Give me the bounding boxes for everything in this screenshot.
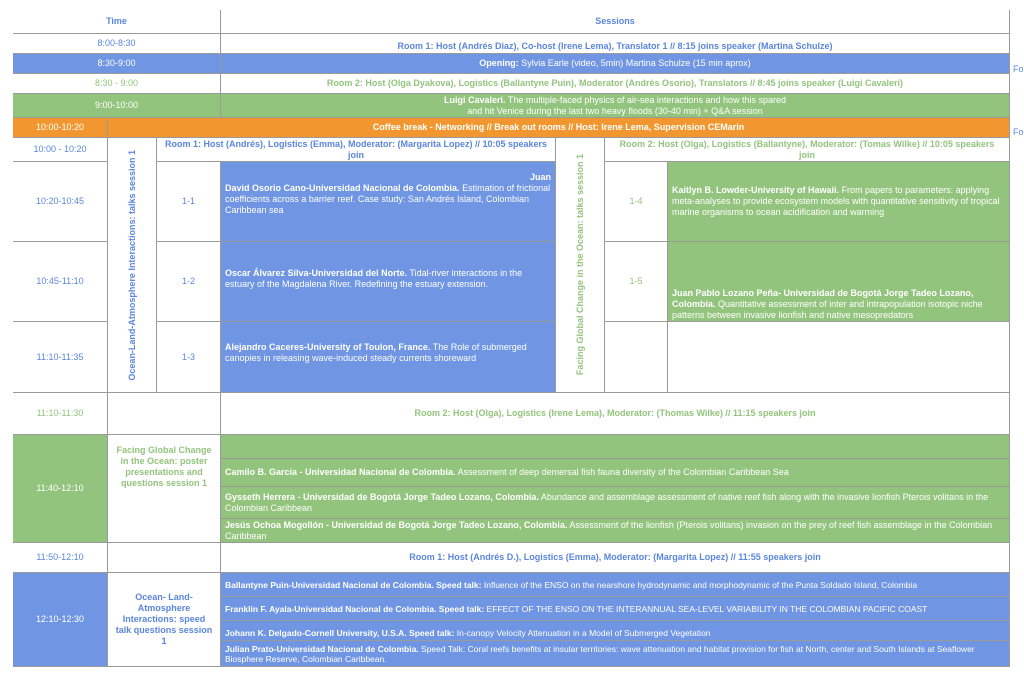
poster-session-label: Facing Global Change in the Ocean: poster presentations and questions session 1 [108,435,221,543]
session-cell[interactable]: Room 1: Host (Andrés Diaz), Co-host (Irene Lema), Translator 1 // 8:15 joins speaker (Martina Schulze) [221,34,1010,54]
speed-talk-cell[interactable] [221,641,1010,667]
edge-fragment: Fo [1013,127,1024,137]
speed-talk-session-label: Ocean- Land- Atmosphere Interactions: speed talk questions session 1 [108,573,221,667]
talk-title: The Role of submerged canopies in releasing wave-induced steady currents shoreward [225,342,527,363]
talk-title: Speed Talk: Coral reefs benefits at insular territories: wave attenuation and habitat provision for fish at North, center and South Islands at Seaflower Biosphere Reserve, Colombian Caribbean. [225,643,975,664]
speaker-name: David Osorio Cano-Universidad Nacional de Colombia. [225,183,460,193]
empty-cell[interactable] [108,393,221,435]
speaker-name: Gysseth Herrera - Universidad de Bogotá Jorge Tadeo Lozano, Colombia. [225,491,539,502]
talk-cell[interactable] [668,242,1010,322]
time-cell[interactable]: 8:00-8:30 [13,34,221,54]
coffee-break-cell[interactable]: Coffee break - Networking // Break out rooms // Host: Irene Lema, Supervision CEMarin [108,118,1010,138]
session-cell[interactable]: Room 2: Host (Olga Dyakova), Logistics (Ballantyne Puin), Moderator (Andrés Osorio), Translators // 8:45 joins speaker (Luigi Cavaleri) [221,74,1010,94]
time-cell[interactable]: 11:10-11:35 [13,322,108,393]
talk-title: Estimation of frictional coefficients across a barrier reef. Case study: San Andrés Island, Colombian Caribbean sea [225,183,551,215]
speaker-name: Juan Pablo Lozano Peña- Universidad de Bogotá Jorge Tadeo Lozano, Colombia. [672,288,974,309]
speaker-name: Camilo B. Garcia - Universidad Nacional de Colombia. [225,467,456,477]
empty-cell[interactable] [108,543,221,573]
talk-title: Quantitative assessment of inter and intrapopulation isotopic niche patterns between invasive lionfish and native mesopredators [672,299,983,320]
edge-fragment: Fo [1013,64,1024,74]
speaker-name: Oscar Álvarez Silva-Universidad del Norte. [225,268,408,278]
talk-cell[interactable] [221,322,556,393]
speed-talk-cell[interactable] [221,621,1010,641]
left-session-label [108,138,157,393]
talk-title: Influence of the ENSO on the nearshore hydrodynamic and morphodynamic of the Punta Soldado Island, Colombia [483,579,918,590]
time-cell[interactable]: 10:20-10:45 [13,162,108,242]
time-cell[interactable]: 10:45-11:10 [13,242,108,322]
time-cell[interactable]: 11:50-12:10 [13,543,108,573]
speed-talk-cell[interactable] [221,573,1010,597]
time-cell[interactable]: 8:30 - 9:00 [13,74,221,94]
poster-cell[interactable] [221,487,1010,519]
time-cell[interactable]: 10:00-10:20 [13,118,108,138]
poster-cell[interactable] [221,459,1010,487]
room2-header[interactable]: Room 2: Host (Olga), Logistics (Ballantyne), Moderator: (Tomas Wilke) // 10:05 speakers join [605,138,1010,162]
talk-code[interactable]: 1-2 [157,242,221,322]
talk-title: Assessment of the lionfish (Pterois volitans) invasion on the prey of reef fish assemblage in the Colombian Caribbean [225,519,993,541]
room2-header[interactable]: Room 2: Host (Olga), Logistics (Irene Lema), Moderator: (Thomas Wilke) // 11:15 speakers join [221,393,1010,435]
speaker-name: Julian Prato-Universidad Nacional de Colombia. [225,643,419,654]
session-cell[interactable] [221,54,1010,74]
right-session-text: Facing Global Change in the Ocean: talks session 1 [574,154,585,376]
opening-label: Opening: [479,58,519,68]
left-session-text: Ocean-Land-Atmosphere Interactions: talks session 1 [126,149,137,381]
speaker-name: Ballantyne Puin-Universidad Nacional de Colombia. Speed talk: [225,579,482,590]
talk-code[interactable]: 1-5 [605,242,668,322]
talk-title: In-canopy Velocity Attenuation in a Model of Submerged Vegetation [456,628,711,638]
speaker-name: Johann K. Delgado-Cornell University, U.S.A. Speed talk: [225,628,455,638]
speaker-name: Alejandro Caceres-University of Toulon, France. [225,342,431,352]
talk-title: From papers to parameters: applying meta-analyses to provide ecosystem models with quantitative sensitivity of tropical marine organisms to ocean acidification and warming [672,185,1000,217]
time-cell[interactable]: 11:10-11:30 [13,393,108,435]
speaker-name: Kaitlyn B. Lowder-University of Hawaii. [672,185,840,195]
talk-cell[interactable] [221,242,556,322]
talk-cell[interactable] [221,162,556,242]
time-cell[interactable]: 9:00-10:00 [13,94,221,118]
time-cell[interactable]: 11:40-12:10 [13,435,108,543]
header-time[interactable]: Time [13,10,221,34]
talk-title: Abundance and assemblage assessment of native reef fish along with the invasive lionfish Pterois volitans in the Colombian Caribbean [225,491,989,513]
empty-cell[interactable] [605,322,668,393]
time-cell[interactable]: 10:00 - 10:20 [13,138,108,162]
poster-cell[interactable] [221,519,1010,543]
talk-title: Tidal-river interactions in the estuary of the Magdalena River. Redefining the estuary extension. [225,268,523,289]
poster-cell[interactable] [221,435,1010,459]
talk-tag: Juan [529,172,551,182]
time-cell[interactable]: 12:10-12:30 [13,573,108,667]
room1-header[interactable]: Room 1: Host (Andrés), Logistics (Emma), Moderator: (Margarita Lopez) // 10:05 speakers join [157,138,556,162]
session-cell[interactable] [221,94,1010,118]
header-sessions[interactable]: Sessions [221,10,1010,34]
right-session-label [556,138,605,393]
empty-cell[interactable] [668,322,1010,393]
talk-title: Assessment of deep demersal fish fauna diversity of the Colombian Caribbean Sea [457,467,789,477]
talk-cell[interactable] [668,162,1010,242]
talk-code[interactable]: 1-1 [157,162,221,242]
talk-code[interactable]: 1-4 [605,162,668,242]
speaker-name: Franklin F. Ayala-Universidad Nacional de Colombia. Speed talk: [225,603,485,614]
time-cell[interactable]: 8:30-9:00 [13,54,221,74]
talk-code[interactable]: 1-3 [157,322,221,393]
talk-title: The multiple-faced physics of air-sea interactions and how this spared and hit Venice during the last two heavy floods (30-40 min) + Q&A session [467,94,786,116]
talk-title: EFFECT OF THE ENSO ON THE INTERANNUAL SEA-LEVEL VARIABILITY IN THE COLOMBIAN PACIFIC COAST [486,603,928,614]
speed-talk-cell[interactable] [221,597,1010,621]
room1-header[interactable]: Room 1: Host (Andrés D.), Logistics (Emma), Moderator: (Margarita Lopez) // 11:55 speakers join [221,543,1010,573]
speaker-name: Luigi Cavaleri. [443,94,506,105]
opening-text: Sylvia Earle (video, 5min) Martina Schulze (15 min aprox) [521,58,751,68]
speaker-name: Jesús Ochoa Mogollón - Universidad de Bogotá Jorge Tadeo Lozano, Colombia. [225,519,568,530]
